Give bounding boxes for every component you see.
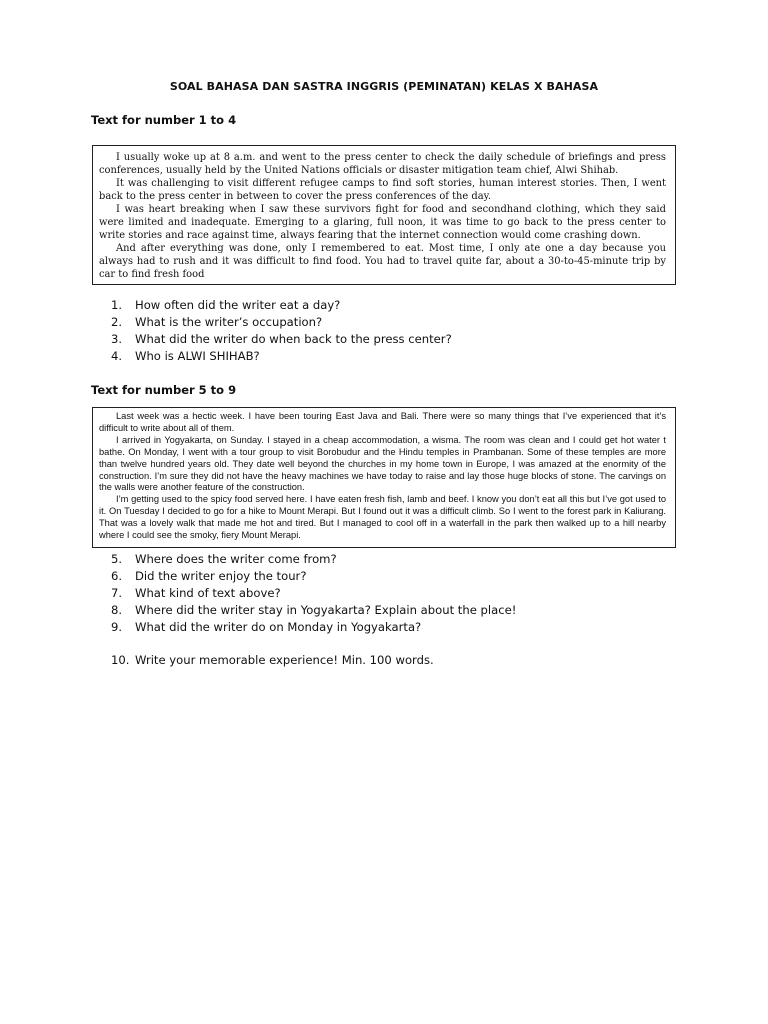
question-number: 4.: [111, 349, 123, 363]
question-item: [111, 551, 516, 568]
question-number: 9.: [111, 620, 123, 634]
question-item: [111, 652, 434, 669]
question-number: 5.: [111, 552, 123, 566]
question-number: 1.: [111, 298, 123, 312]
question-list-5-9: [111, 551, 516, 636]
passage-1-paragraph: And after everything was done, only I remembered to eat. Most time, I only ate one a day because you always had to rush and it was difficult to find food. You had to travel quite far, about a 30-to-45-minute trip by car to find fresh food: [99, 243, 666, 280]
question-text: Where did the writer stay in Yogyakarta? Explain about the place!: [135, 603, 517, 617]
passage-2-box: [92, 407, 676, 548]
question-item: [111, 348, 452, 365]
passage-1-paragraph: I was heart breaking when I saw these survivors fight for food and secondhand clothing, which they said were limited and inadequate. Emerging to a glaring, full noon, it was time to go back to the press center to write stories and race against time, always fearing that the internet connection would come crashing down.: [99, 204, 666, 241]
question-item: [111, 314, 452, 331]
question-item: [111, 619, 516, 636]
passage-2-paragraph: Last week was a hectic week. I have been touring East Java and Bali. There were so many things that I’ve experienced that it’s difficult to write about all of them.: [99, 411, 666, 433]
question-text: Write your memorable experience! Min. 100 words.: [135, 653, 434, 667]
section-2-heading: Text for number 5 to 9: [91, 383, 237, 397]
question-list-10: [111, 652, 434, 669]
passage-1-paragraph: I usually woke up at 8 a.m. and went to the press center to check the daily schedule of briefings and press conferences, usually held by the United Nations officials or disaster mitigation team chief, Alwi Shihab.: [99, 152, 666, 176]
question-text: What did the writer do on Monday in Yogyakarta?: [135, 620, 422, 634]
passage-2-paragraph: I arrived in Yogyakarta, on Sunday. I stayed in a cheap accommodation, a wisma. The room was clean and I could get hot water t bathe. On Monday, I went with a tour group to visit Borobudur and the Hindu temples in Prambanan. Some of these temples are more than twelve hundred years old. They date well beyond the churches in my home town in Europe, I was amazed at the enormity of the construction. I’m sure they did not have the heavy machines we have today to raise and lay those huge blocks of stone. The carvings on the walls were another feature of the construction.: [99, 434, 666, 493]
passage-2-paragraph: I’m getting used to the spicy food served here. I have eaten fresh fish, lamb and beef. I know you don’t eat all this but I’ve got used to it. On Tuesday I decided to go for a hike to Mount Merapi. But I found out it was a difficult climb. So I went to the forest park in Kaliurang. That was a lovely walk that made me hot and tired. But I managed to cool off in a waterfall in the park then walked up to a hill nearby where I could see the smoky, fiery Mount Merapi.: [99, 494, 666, 541]
question-text: Where does the writer come from?: [135, 552, 337, 566]
question-item: [111, 331, 452, 348]
section-1-heading: Text for number 1 to 4: [91, 113, 237, 127]
passage-1-box: [92, 145, 676, 285]
question-number: 10.: [111, 653, 130, 667]
question-item: [111, 602, 516, 619]
question-item: [111, 297, 452, 314]
passage-1-paragraph: It was challenging to visit different refugee camps to find soft stories, human interest stories. Then, I went back to the press center in between to cover the press conferences of the day.: [99, 178, 666, 202]
question-text: How often did the writer eat a day?: [135, 298, 341, 312]
question-text: Did the writer enjoy the tour?: [135, 569, 307, 583]
question-item: [111, 568, 516, 585]
question-item: [111, 585, 516, 602]
question-number: 8.: [111, 603, 123, 617]
question-number: 2.: [111, 315, 123, 329]
question-text: What kind of text above?: [135, 586, 281, 600]
question-number: 6.: [111, 569, 123, 583]
question-number: 3.: [111, 332, 123, 346]
question-list-1-4: [111, 297, 452, 365]
question-number: 7.: [111, 586, 123, 600]
document-title: SOAL BAHASA DAN SASTRA INGGRIS (PEMINATAN) KELAS X BAHASA: [169, 80, 599, 93]
question-text: What is the writer’s occupation?: [135, 315, 323, 329]
question-text: What did the writer do when back to the press center?: [135, 332, 452, 346]
question-text: Who is ALWI SHIHAB?: [135, 349, 260, 363]
